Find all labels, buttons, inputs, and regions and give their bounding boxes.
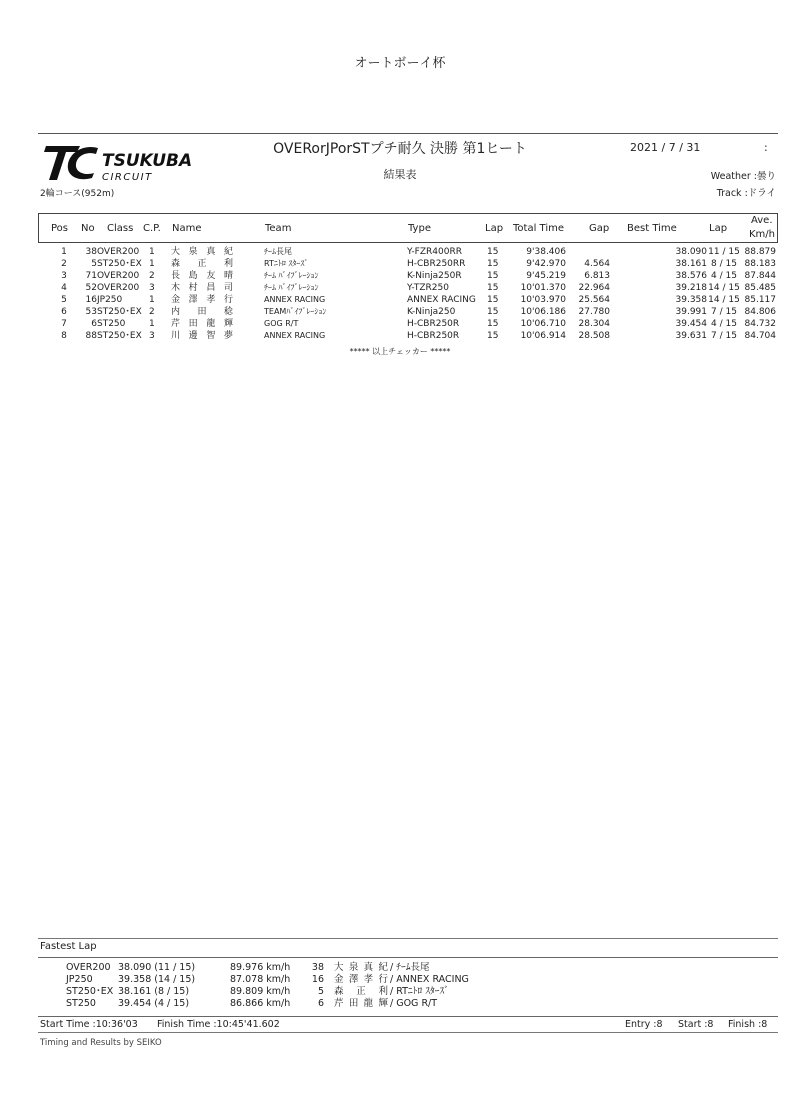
type-cell: Y-FZR400RR <box>407 247 462 257</box>
lap-cell: 15 <box>487 307 499 317</box>
cp-cell: 1 <box>149 247 155 257</box>
pos-cell: 5 <box>61 295 67 305</box>
pos-cell: 4 <box>61 283 67 293</box>
type-cell: Y-TZR250 <box>407 283 449 293</box>
fl-class-cell: ST250･EX <box>66 986 114 997</box>
gap-cell: 28.508 <box>578 331 610 341</box>
rider-name-cell: 金澤孝行 <box>171 295 233 305</box>
type-cell: K-Ninja250 <box>407 307 456 317</box>
best-lap-cell: 4 / 15 <box>711 319 737 329</box>
gap-cell: 22.964 <box>578 283 610 293</box>
lap-cell: 15 <box>487 283 499 293</box>
rider-name-cell: 川邊智夢 <box>171 331 233 341</box>
total-time-cell: 10'06.186 <box>520 307 566 317</box>
no-cell: 71 <box>85 271 97 281</box>
type-cell: H-CBR250R <box>407 331 460 341</box>
sheet-heading: オートボーイ杯 <box>354 56 446 71</box>
lap-cell: 15 <box>487 319 499 329</box>
total-time-cell: 9'38.406 <box>526 247 566 257</box>
lap-cell: 15 <box>487 271 499 281</box>
class-cell: ST250･EX <box>97 259 142 269</box>
class-cell: ST250･EX <box>97 307 142 317</box>
fl-no-cell: 5 <box>317 986 324 997</box>
fl-time-cell: 38.161 (8 / 15) <box>118 986 190 997</box>
no-cell: 5 <box>91 259 97 269</box>
type-cell: H-CBR250RR <box>407 259 466 269</box>
tc-mark-icon <box>44 146 98 180</box>
best-time-cell: 38.576 <box>675 271 707 281</box>
ave-speed-cell: 84.806 <box>744 307 776 317</box>
fl-no-cell: 38 <box>311 962 324 973</box>
course-label: 2輪コース(952m) <box>40 189 115 199</box>
fl-team-cell: / RTﾆﾄﾛ ｽﾀｰｽﾞ <box>390 986 449 997</box>
col-name: Name <box>172 223 202 234</box>
total-time-cell: 9'45.219 <box>526 271 566 281</box>
total-time-cell: 10'06.914 <box>520 331 566 341</box>
logo-circuit-text: CIRCUIT <box>102 172 153 183</box>
team-cell: ﾁｰﾑ ﾊﾞｲﾌﾞﾚｰｼｮﾝ <box>264 271 319 280</box>
fl-no-cell: 6 <box>317 998 324 1009</box>
gap-cell: 28.304 <box>578 319 610 329</box>
ave-speed-cell: 85.485 <box>744 283 776 293</box>
lap-cell: 15 <box>487 295 499 305</box>
results-header <box>38 213 778 243</box>
total-time-cell: 9'42.970 <box>526 259 566 269</box>
no-cell: 38 <box>85 247 97 257</box>
col-pos: Pos <box>51 223 69 234</box>
fl-class-cell: OVER200 <box>66 962 111 973</box>
fl-speed-cell: 86.866 km/h <box>230 998 291 1009</box>
type-cell: H-CBR250R <box>407 319 460 329</box>
fl-speed-cell: 89.976 km/h <box>230 962 291 973</box>
tsukuba-circuit-logo <box>40 142 215 184</box>
result-row <box>38 306 778 318</box>
col-team: Team <box>265 223 292 234</box>
fl-team-cell: / GOG R/T <box>390 998 438 1009</box>
cp-cell: 1 <box>149 295 155 305</box>
best-time-cell: 39.454 <box>675 319 707 329</box>
start-count: Start :8 <box>678 1019 714 1030</box>
fastest-lap-title: Fastest Lap <box>40 941 97 952</box>
col-total-time: Total Time <box>513 223 565 234</box>
pos-cell: 6 <box>61 307 67 317</box>
class-cell: OVER200 <box>97 271 140 281</box>
col-ave: Ave. <box>751 215 773 226</box>
col-no: No <box>81 223 95 234</box>
cp-cell: 2 <box>149 271 155 281</box>
result-row <box>38 282 778 294</box>
weather-label: Weather :曇り <box>710 171 776 182</box>
total-time-cell: 10'06.710 <box>520 319 566 329</box>
col-best-time: Best Time <box>627 223 677 234</box>
race-date: 2021 / 7 / 31 <box>630 141 701 154</box>
pos-cell: 2 <box>61 259 67 269</box>
no-cell: 16 <box>85 295 97 305</box>
best-time-cell: 39.218 <box>675 283 707 293</box>
fl-name-cell: 大泉真紀 <box>334 962 388 973</box>
lap-cell: 15 <box>487 331 499 341</box>
timing-credit: Timing and Results by SEIKO <box>40 1038 162 1048</box>
no-cell: 53 <box>85 307 97 317</box>
cp-cell: 1 <box>149 319 155 329</box>
best-lap-cell: 4 / 15 <box>711 271 737 281</box>
gap-cell: 6.813 <box>584 271 610 281</box>
col-best-lap: Lap <box>709 223 728 234</box>
pos-cell: 8 <box>61 331 67 341</box>
rider-name-cell: 木村昌司 <box>171 283 233 293</box>
pos-cell: 3 <box>61 271 67 281</box>
race-time: : <box>764 141 768 154</box>
cp-cell: 3 <box>149 331 155 341</box>
ave-speed-cell: 88.183 <box>744 259 776 269</box>
result-row <box>38 270 778 282</box>
cp-cell: 3 <box>149 283 155 293</box>
class-cell: OVER200 <box>97 283 140 293</box>
fastest-lap-table <box>38 957 778 1017</box>
fl-no-cell: 16 <box>311 974 324 985</box>
best-time-cell: 38.161 <box>675 259 707 269</box>
fl-speed-cell: 89.809 km/h <box>230 986 291 997</box>
total-time-cell: 10'01.370 <box>520 283 566 293</box>
result-row <box>38 294 778 306</box>
gap-cell: 25.564 <box>578 295 610 305</box>
fl-time-cell: 38.090 (11 / 15) <box>118 962 196 973</box>
summary-rule <box>38 1032 778 1033</box>
col-type: Type <box>408 223 431 234</box>
result-row <box>38 318 778 330</box>
entry-count: Entry :8 <box>625 1019 663 1030</box>
finish-count: Finish :8 <box>728 1019 768 1030</box>
best-lap-cell: 14 / 15 <box>708 295 740 305</box>
rider-name-cell: 森正利 <box>171 259 233 269</box>
col-gap: Gap <box>589 223 610 234</box>
fl-team-cell: / ANNEX RACING <box>390 974 469 985</box>
fl-name-cell: 金澤孝行 <box>334 974 388 985</box>
lap-cell: 15 <box>487 259 499 269</box>
team-cell: GOG R/T <box>264 319 299 328</box>
best-lap-cell: 8 / 15 <box>711 259 737 269</box>
ave-speed-cell: 85.117 <box>744 295 776 305</box>
col-ave-unit: Km/h <box>749 229 776 240</box>
fastest-lap-row <box>38 998 778 1010</box>
best-time-cell: 38.090 <box>675 247 707 257</box>
finish-time: Finish Time :10:45'41.602 <box>157 1019 280 1030</box>
fl-name-cell: 芹田龍輝 <box>334 998 388 1009</box>
team-cell: ANNEX RACING <box>264 295 326 304</box>
team-cell: ﾁｰﾑ ﾊﾞｲﾌﾞﾚｰｼｮﾝ <box>264 283 319 292</box>
best-lap-cell: 11 / 15 <box>708 247 740 257</box>
rider-name-cell: 内田稔 <box>171 307 233 317</box>
best-lap-cell: 7 / 15 <box>711 307 737 317</box>
best-lap-cell: 7 / 15 <box>711 331 737 341</box>
fastest-lap-row <box>38 974 778 986</box>
team-cell: ﾁｰﾑ長尾 <box>264 247 292 256</box>
track-condition-label: Track :ドライ <box>716 188 776 199</box>
col-lap: Lap <box>485 223 504 234</box>
fl-class-cell: ST250 <box>66 998 96 1009</box>
pos-cell: 7 <box>61 319 67 329</box>
class-cell: ST250･EX <box>97 331 142 341</box>
fastest-lap-row <box>38 986 778 998</box>
fastest-lap-rule <box>38 938 778 939</box>
gap-cell: 4.564 <box>584 259 610 269</box>
ave-speed-cell: 84.732 <box>744 319 776 329</box>
fastest-lap-row <box>38 962 778 974</box>
best-time-cell: 39.358 <box>675 295 707 305</box>
fl-team-cell: / ﾁｰﾑ長尾 <box>390 962 430 973</box>
ave-speed-cell: 84.704 <box>744 331 776 341</box>
fl-time-cell: 39.358 (14 / 15) <box>118 974 196 985</box>
cp-cell: 2 <box>149 307 155 317</box>
pos-cell: 1 <box>61 247 67 257</box>
team-cell: ANNEX RACING <box>264 331 326 340</box>
result-row <box>38 330 778 342</box>
result-row <box>38 258 778 270</box>
col-class: Class <box>107 223 134 234</box>
no-cell: 52 <box>85 283 97 293</box>
col-cp: C.P. <box>143 223 161 234</box>
gap-cell: 27.780 <box>578 307 610 317</box>
team-cell: RTﾆﾄﾛ ｽﾀｰｽﾞ <box>264 259 309 268</box>
header-rule <box>38 133 778 134</box>
class-cell: OVER200 <box>97 247 140 257</box>
fl-time-cell: 39.454 (4 / 15) <box>118 998 190 1009</box>
fl-class-cell: JP250 <box>66 974 93 985</box>
rider-name-cell: 長島友晴 <box>171 271 233 281</box>
class-cell: ST250 <box>97 319 126 329</box>
rider-name-cell: 大泉真紀 <box>171 247 233 257</box>
cp-cell: 1 <box>149 259 155 269</box>
ave-speed-cell: 87.844 <box>744 271 776 281</box>
type-cell: K-Ninja250R <box>407 271 462 281</box>
results-subtitle: 結果表 <box>383 168 417 181</box>
logo-tsukuba-text: TSUKUBA <box>102 151 193 171</box>
race-title: OVERorJPorSTプチ耐久 決勝 第1ヒート <box>273 141 527 157</box>
fl-speed-cell: 87.078 km/h <box>230 974 291 985</box>
total-time-cell: 10'03.970 <box>520 295 566 305</box>
best-lap-cell: 14 / 15 <box>708 283 740 293</box>
type-cell: ANNEX RACING <box>407 295 476 305</box>
lap-cell: 15 <box>487 247 499 257</box>
ave-speed-cell: 88.879 <box>744 247 776 257</box>
best-time-cell: 39.631 <box>675 331 707 341</box>
no-cell: 88 <box>85 331 97 341</box>
start-time: Start Time :10:36'03 <box>40 1019 138 1030</box>
result-row <box>38 246 778 258</box>
class-cell: JP250 <box>97 295 123 305</box>
best-time-cell: 39.991 <box>675 307 707 317</box>
team-cell: TEAMﾊﾞｲﾌﾞﾚｰｼｮﾝ <box>264 307 327 316</box>
no-cell: 6 <box>91 319 97 329</box>
fl-name-cell: 森正利 <box>334 986 388 997</box>
checker-note: ***** 以上チェッカー ***** <box>349 347 451 356</box>
rider-name-cell: 芹田龍輝 <box>171 319 233 329</box>
